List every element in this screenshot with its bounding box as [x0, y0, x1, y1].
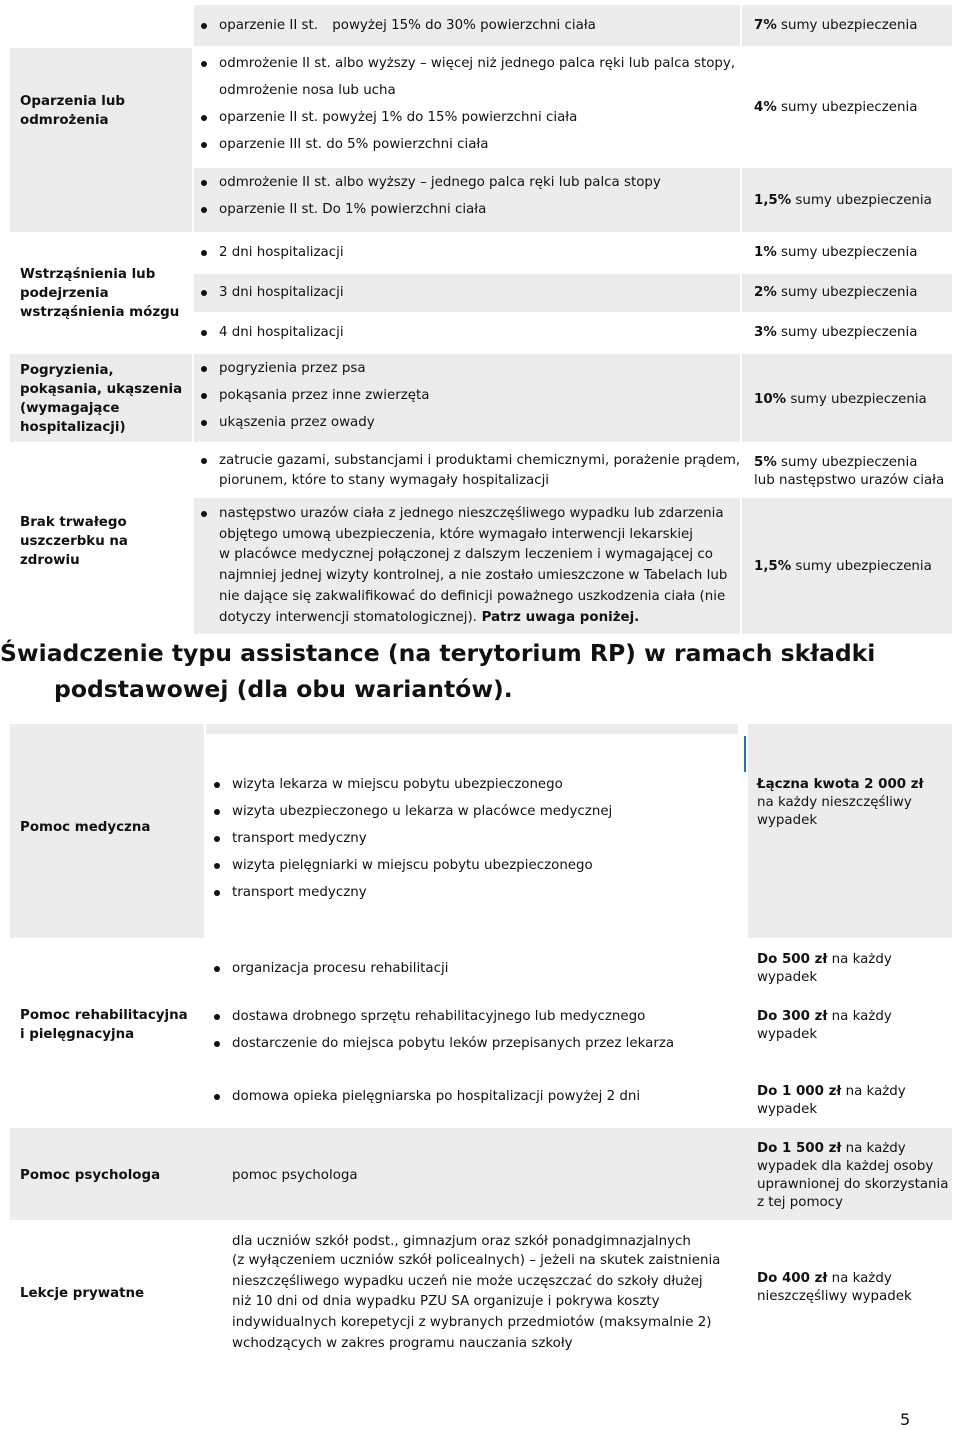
burns-row3-amount: [754, 191, 932, 210]
page-number: 5: [900, 1410, 911, 1429]
noharm-row1-text: sumy ubezpieczenia: [776, 455, 918, 470]
noharm-row1-amount: [754, 453, 917, 472]
noharm-row1-pct: 5%: [754, 455, 777, 470]
noharm-row2-item: następstwo urazów ciała z jednego nieszczęśliwego wypadku lub zdarzenia: [193, 504, 724, 523]
psych-category: Pomoc psychologa: [20, 1168, 161, 1183]
noharm-row1-line2: piorunem, które to stany wymagały hospitalizacji: [219, 473, 550, 488]
medical-amount-cell: [748, 724, 952, 938]
concussion-row2-item: 3 dni hospitalizacji: [193, 283, 344, 302]
rehab-row2-amount-value: Do 300 zł: [757, 1009, 828, 1024]
rehab-row1-amount-text: na każdy: [827, 952, 892, 967]
lessons-line-1: dla uczniów szkół podst., gimnazjum oraz szkół ponadgimnazjalnych: [232, 1234, 691, 1249]
burns-row1-item-a: oparzenie II st.: [219, 18, 319, 33]
noharm-row2-pct: 1,5%: [754, 559, 792, 574]
burns-row3-amount-pct: 1,5%: [754, 193, 792, 208]
concussion-category: Wstrząśnienia lub podejrzenia wstrząśnienia mózgu: [20, 267, 180, 320]
burns-row1-amount-pct: 7%: [754, 18, 777, 33]
burns-category: Oparzenia lub odmrożenia: [20, 94, 126, 128]
burns-row3-amount-text: sumy ubezpieczenia: [791, 193, 932, 208]
burns-row1-item-b: powyżej 15% do 30% powierzchni ciała: [332, 18, 596, 33]
bites-amount-pct: 10%: [754, 392, 787, 407]
concussion-row2-pct: 2%: [754, 285, 777, 300]
medical-item-3: transport medyczny: [206, 829, 367, 848]
col-divider-a: [192, 5, 194, 635]
burns-row2-item1: [193, 54, 735, 73]
burns-row1-item: [193, 16, 596, 35]
burns-row2-amount-text: sumy ubezpieczenia: [776, 100, 918, 115]
burns-row2-item3: oparzenie III st. do 5% powierzchni ciała: [193, 135, 488, 154]
medical-item-1: wizyta lekarza w miejscu pobytu ubezpieczonego: [206, 775, 563, 794]
burns-row2-item2: oparzenie II st. powyżej 1% do 15% powierzchni ciała: [193, 108, 577, 127]
concussion-row3-text: sumy ubezpieczenia: [776, 325, 918, 340]
burns-row2-amount: [754, 98, 917, 117]
concussion-row2-amount: [754, 283, 917, 302]
lessons-amount: [757, 1269, 892, 1288]
concussion-row3-pct: 3%: [754, 325, 777, 340]
lessons-line-5: indywidualnych korepetycji z wybranych przedmiotów (maksymalnie 2): [232, 1315, 712, 1330]
rehab-row2-amount-line2: wypadek: [757, 1027, 818, 1042]
noharm-row2-line2: objętego umową ubezpieczenia, które wymagało interwencji lekarskiej: [219, 527, 694, 542]
psych-amount-value: Do 1 500 zł: [757, 1141, 842, 1156]
table2-accent-line: [744, 736, 746, 772]
rehab-category-line1: Pomoc rehabilitacyjna: [20, 1008, 188, 1023]
assistance-heading-line1: Świadczenie typu assistance (na terytorium RP) w ramach składki: [0, 639, 876, 667]
rehab-row3-item: domowa opieka pielęgniarska po hospitalizacji powyżej 2 dni: [206, 1087, 640, 1106]
assistance-heading-line2: podstawowej (dla obu wariantów).: [54, 675, 513, 703]
concussion-row3-item: 4 dni hospitalizacji: [193, 323, 344, 342]
concussion-row2-text: sumy ubezpieczenia: [776, 285, 918, 300]
concussion-row1-text: sumy ubezpieczenia: [776, 245, 918, 260]
medical-item-5: transport medyczny: [206, 883, 367, 902]
concussion-row1-amount: [754, 243, 917, 262]
noharm-row2-text: sumy ubezpieczenia: [791, 559, 932, 574]
psych-amount-line4: z tej pomocy: [757, 1195, 843, 1210]
psych-amount: [757, 1139, 906, 1158]
noharm-row2-last-line: dotyczy interwencji stomatologicznej).: [219, 610, 477, 625]
noharm-row2-line3: w placówce medycznej połączonej z dalszym leczeniem i wymagającej co: [219, 547, 713, 562]
burns-row3-item2: oparzenie II st. Do 1% powierzchni ciała: [193, 200, 486, 219]
rehab-row3-amount: [757, 1082, 906, 1101]
lessons-category: Lekcje prywatne: [20, 1286, 145, 1301]
psych-amount-line3: uprawnionej do skorzystania: [757, 1177, 949, 1192]
rehab-row1-item: organizacja procesu rehabilitacji: [206, 959, 448, 978]
noharm-row1-amount-line2: lub następstwo urazów ciała: [754, 473, 945, 488]
noharm-row2-amount: [754, 557, 932, 576]
noharm-row2-line6: [219, 608, 639, 627]
lessons-line-6: wchodzących w zakres programu nauczania szkoły: [232, 1336, 573, 1351]
bites-item-3: ukąszenia przez owady: [193, 413, 375, 432]
bites-amount: [754, 390, 927, 409]
rehab-row3-amount-text: na każdy: [841, 1084, 906, 1099]
burns-row2-amount-pct: 4%: [754, 100, 777, 115]
medical-amount: Łączna kwota 2 000 zł: [757, 777, 924, 792]
rehab-row2-item1: dostawa drobnego sprzętu rehabilitacyjnego lub medycznego: [206, 1007, 645, 1026]
medical-item-4: wizyta pielęgniarki w miejscu pobytu ubezpieczonego: [206, 856, 593, 875]
noharm-row2-line5: nie dające się zakwalifikować do definicji poważnego uszkodzenia ciała (nie: [219, 589, 726, 604]
psych-amount-text: na każdy: [841, 1141, 906, 1156]
medical-amount-line3: wypadek: [757, 813, 818, 828]
lessons-line-4: niż 10 dni od dnia wypadku PZU SA organizuje i pokrywa koszty: [232, 1294, 660, 1309]
psych-item: pomoc psychologa: [232, 1168, 358, 1183]
lessons-amount-text: na każdy: [827, 1271, 892, 1286]
concussion-row3-amount: [754, 323, 917, 342]
bites-item-2: pokąsania przez inne zwierzęta: [193, 386, 429, 405]
bites-category: Pogryzienia, pokąsania, ukąszenia (wymagające hospitalizacji): [20, 363, 183, 435]
burns-row2-item1-line1: odmrożenie II st. albo wyższy – więcej niż jednego palca ręki lub palca stopy,: [219, 56, 736, 71]
medical-desc-cell: [206, 724, 738, 734]
rehab-row2-amount-text: na każdy: [827, 1009, 892, 1024]
burns-row2-item1-line2: odmrożenie nosa lub ucha: [219, 83, 396, 98]
noharm-category: Brak trwałego uszczerbku na zdrowiu: [20, 515, 128, 568]
noharm-row2-note: Patrz uwaga poniżej.: [476, 610, 640, 625]
lessons-line-3: nieszczęśliwego wypadku uczeń nie może uczęszczać do szkoły dłużej: [232, 1274, 703, 1289]
rehab-row2-item2: dostarczenie do miejsca pobytu leków przepisanych przez lekarza: [206, 1034, 674, 1053]
medical-category: Pomoc medyczna: [20, 820, 151, 835]
lessons-amount-line2: nieszczęśliwy wypadek: [757, 1289, 912, 1304]
bites-amount-text: sumy ubezpieczenia: [786, 392, 927, 407]
burns-row1-amount-text: sumy ubezpieczenia: [776, 18, 918, 33]
medical-amount-line2: na każdy nieszczęśliwy: [757, 795, 912, 810]
col-divider-b: [740, 5, 742, 635]
rehab-row2-amount: [757, 1007, 892, 1026]
lessons-line-2: (z wyłączeniem uczniów szkół policealnych) – jeżeli na skutek zaistnienia: [232, 1253, 721, 1268]
rehab-row1-amount-value: Do 500 zł: [757, 952, 828, 967]
psych-amount-line2: wypadek dla każdej osoby: [757, 1159, 934, 1174]
rehab-row3-amount-line2: wypadek: [757, 1102, 818, 1117]
bites-item-1: pogryzienia przez psa: [193, 359, 366, 378]
rehab-row1-amount: [757, 950, 892, 969]
concussion-row1-item: 2 dni hospitalizacji: [193, 243, 344, 262]
rehab-row3-amount-value: Do 1 000 zł: [757, 1084, 842, 1099]
concussion-row1-pct: 1%: [754, 245, 777, 260]
burns-row1-amount: [754, 16, 917, 35]
rehab-category-line2: i pielęgnacyjna: [20, 1027, 135, 1042]
rehab-row1-amount-line2: wypadek: [757, 970, 818, 985]
burns-row3-item1: odmrożenie II st. albo wyższy – jednego palca ręki lub palca stopy: [193, 173, 661, 192]
noharm-row2-line4: najmniej jednej wizyty kontrolnej, a nie zostało umieszczone w Tabelach lub: [219, 568, 728, 583]
medical-item-2: wizyta ubezpieczonego u lekarza w placówce medycznej: [206, 802, 612, 821]
lessons-amount-value: Do 400 zł: [757, 1271, 828, 1286]
burns-category-cell: [10, 48, 192, 232]
noharm-row1-item: zatrucie gazami, substancjami i produktami chemicznymi, porażenie prądem,: [193, 451, 740, 470]
